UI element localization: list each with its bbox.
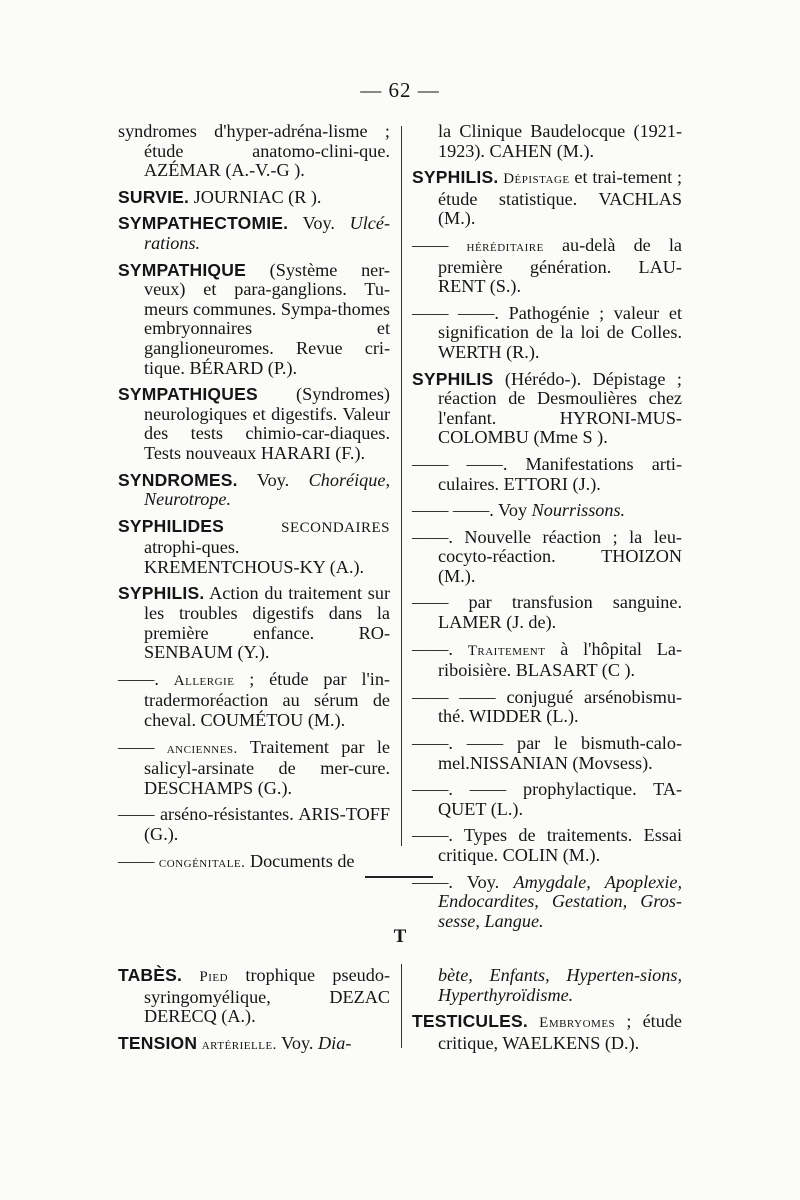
- entry-dash: —— ——: [412, 686, 496, 707]
- entry-dash: ——.: [412, 638, 453, 659]
- index-entry: [412, 826, 682, 865]
- index-entry: [412, 780, 682, 819]
- index-entry: [118, 584, 390, 662]
- right-column: [412, 122, 682, 938]
- bottom-left-column: [118, 966, 390, 1062]
- entry-subheading: Traitement: [467, 642, 546, 659]
- index-entry: [118, 261, 390, 379]
- entry-crossref: Amygdale, Apoplexie, Endocardites, Gestation, Gros-sesse, Langue.: [438, 871, 683, 931]
- entry-text: Pathogénie ; valeur et signification de la loi de Colles. WERTH (R.).: [438, 302, 682, 362]
- entry-crossref: Nourrissons.: [531, 500, 626, 521]
- entry-heading: SYNDROMES.: [118, 469, 238, 490]
- entry-text: la Clinique Baudelocque (1921-1923). CAHEN (M.).: [438, 121, 682, 161]
- index-entry: [118, 805, 390, 844]
- entry-text: trophique pseudo-syringomyélique, DEZAC DERECQ (A.).: [144, 965, 390, 1027]
- entry-dash: ——: [118, 736, 155, 757]
- bottom-right-column: [412, 966, 682, 1060]
- entry-text: Documents de: [245, 850, 355, 871]
- entry-heading: SYPHILIDES: [118, 515, 225, 536]
- entry-dash: ——. ——: [412, 779, 507, 800]
- index-entry: [118, 738, 390, 799]
- entry-text: Voy.: [276, 1032, 319, 1053]
- entry-text: à l'hôpital La-riboisière. BLASART (C ).: [438, 638, 683, 681]
- index-entry: [412, 501, 682, 521]
- entry-text: ; étude par l'in-tradermoréaction au sérum de cheval. COUMÉTOU (M.).: [144, 668, 390, 731]
- left-column: [118, 122, 390, 880]
- entry-subheading: congénitale.: [158, 854, 246, 871]
- entry-dash: ——: [412, 234, 449, 255]
- index-entry: [412, 734, 682, 773]
- entry-subheading: héréditaire: [466, 238, 544, 255]
- entry-crossref: Dia-: [318, 1032, 352, 1053]
- entry-text: prophylactique. TA-QUET (L.).: [438, 779, 683, 819]
- index-entry: [412, 168, 682, 229]
- entry-heading: TESTICULES.: [412, 1011, 528, 1032]
- entry-subheading: Pied: [199, 969, 229, 985]
- entry-heading: SYPHILIS.: [118, 583, 205, 604]
- index-entry: [412, 122, 682, 161]
- section-divider: [365, 876, 433, 878]
- entry-text: (Système ner-veux) et para-ganglions. Tu-meurs communes. Sympa-thomes embryonnaires et ganglioneuromes. Revue cri-tique. BÉRARD (P.).: [144, 259, 391, 378]
- index-entry: [118, 1034, 390, 1056]
- entry-dash: ——: [118, 804, 155, 825]
- index-entry: [118, 517, 390, 578]
- entry-text: atrophi-ques. KREMENTCHOUS-KY (A.).: [144, 537, 365, 577]
- entry-heading: TENSION: [118, 1032, 198, 1053]
- index-entry: [412, 528, 682, 587]
- index-entry: [412, 236, 682, 297]
- entry-text: par le bismuth-calo-mel.NISSANIAN (Movsess).: [438, 733, 683, 773]
- index-entry: [412, 455, 682, 494]
- index-entry: [118, 670, 390, 731]
- entry-text: Manifestations arti-culaires. ETTORI (J.).: [438, 453, 683, 494]
- index-entry: [118, 471, 390, 510]
- entry-dash: ——: [412, 592, 449, 613]
- entry-text: (Hérédo-). Dépistage ; réaction de Desmoulières chez l'enfant. HYRONI-MUS-COLOMBU (Mme S ).: [438, 368, 682, 448]
- entry-text: conjugué arsénobismu-thé. WIDDER (L.).: [438, 686, 683, 727]
- entry-text: JOURNIAC (R ).: [189, 186, 322, 207]
- entry-dash: ——.: [412, 871, 453, 892]
- entry-subheading: Embryomes: [539, 1015, 616, 1032]
- column-divider: [401, 126, 402, 846]
- entry-text: Voy.: [452, 871, 514, 892]
- entry-text: ; étude critique, WAELKENS (D.).: [438, 1011, 682, 1053]
- entry-dash: ——.: [412, 825, 453, 846]
- entry-text: (Syndromes) neurologiques et digestifs. Valeur des tests chimio-car-diaques. Tests nouveaux HARARI (F.).: [144, 384, 390, 463]
- entry-crossref: bète, Enfants, Hyperten-sions, Hyperthyroïdisme.: [438, 965, 682, 1005]
- entry-subheading: artérielle.: [201, 1036, 277, 1053]
- index-entry: [412, 304, 682, 363]
- index-entry: [412, 1012, 682, 1053]
- entry-text: syndromes d'hyper-adréna-lisme ; étude anatomo-clini-que. AZÉMAR (A.-V.-G ).: [118, 121, 390, 181]
- entry-subheading: anciennes.: [166, 740, 238, 757]
- index-entry: [412, 593, 682, 632]
- entry-text: et trai-tement ; étude statistique. VACHLAS (M.).: [438, 167, 683, 229]
- index-entry: [412, 873, 682, 932]
- entry-heading: SYPHILIS: [412, 368, 494, 389]
- entry-dash: ——. ——: [412, 733, 504, 754]
- entry-heading: SYMPATHIQUE: [118, 259, 246, 280]
- entry-text: Voy.: [237, 469, 309, 490]
- entry-dash: —— ——.: [412, 453, 508, 474]
- page-number: — 62 —: [360, 78, 440, 102]
- section-letter: T: [393, 926, 407, 947]
- entry-text: Types de traitements. Essai critique. COLIN (M.).: [438, 825, 682, 865]
- entry-text: au-delà de la première génération. LAU-RENT (S.).: [438, 234, 682, 297]
- entry-text: Voy: [493, 500, 532, 521]
- index-entry: [412, 688, 682, 727]
- entry-heading: SURVIE.: [118, 186, 190, 207]
- entry-dash: —— ——.: [412, 500, 494, 521]
- index-entry: [118, 188, 390, 208]
- entry-dash: ——.: [118, 668, 159, 689]
- index-entry: [412, 966, 682, 1005]
- index-entry: [412, 640, 682, 681]
- index-entry: [118, 214, 390, 253]
- entry-subheading: SECONDAIRES: [281, 519, 390, 536]
- entry-subheading: Dépistage: [503, 171, 570, 188]
- column-divider-bottom: [401, 964, 402, 1048]
- entry-heading: SYPHILIS.: [412, 167, 499, 188]
- entry-crossref: Choréique, Neurotrope.: [144, 469, 390, 510]
- entry-subheading: Allergie: [173, 672, 235, 689]
- entry-text: Voy.: [288, 213, 350, 234]
- entry-dash: ——.: [412, 526, 453, 547]
- index-entry: [118, 385, 390, 463]
- entry-dash: ——: [118, 850, 155, 871]
- entry-dash: —— ——.: [412, 302, 499, 323]
- entry-crossref: Ulcé-rations.: [144, 213, 390, 253]
- index-entry: [118, 966, 390, 1027]
- entry-text: Nouvelle réaction ; la leu-cocyto-réaction. THOIZON (M.).: [438, 526, 682, 586]
- entry-heading: SYMPATHIQUES: [118, 384, 258, 405]
- index-entry: [118, 122, 390, 181]
- entry-text: Traitement par le salicyl-arsinate de mer-cure. DESCHAMPS (G.).: [144, 736, 390, 798]
- entry-text: par transfusion sanguine. LAMER (J. de).: [438, 592, 682, 633]
- entry-text: arséno-résistantes. ARIS-TOFF (G.).: [144, 804, 390, 844]
- index-entry: [412, 370, 682, 448]
- entry-heading: TABÈS.: [118, 965, 183, 985]
- index-entry: [118, 852, 390, 874]
- entry-heading: SYMPATHECTOMIE.: [118, 213, 289, 234]
- entry-text: Action du traitement sur les troubles digestifs dans la première enfance. RO-SENBAUM (Y.).: [144, 583, 390, 663]
